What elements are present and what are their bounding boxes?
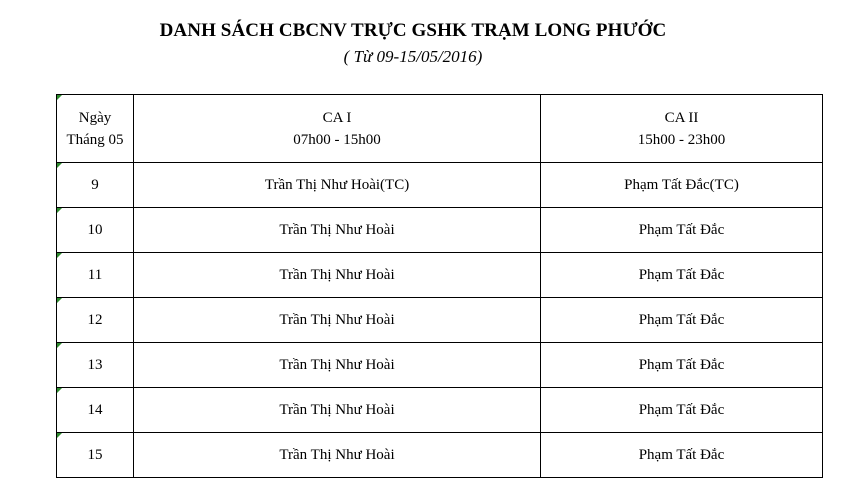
- shift2-time: 15h00 - 23h00: [637, 131, 726, 148]
- shift1-name: CA I: [322, 109, 352, 126]
- comment-marker-icon: [57, 253, 62, 258]
- day-cell[interactable]: [57, 208, 134, 253]
- shift2-staff-cell[interactable]: Phạm Tất Đắc: [541, 388, 823, 433]
- shift1-staff-cell[interactable]: Trần Thị Như Hoài: [134, 208, 541, 253]
- comment-marker-icon: [57, 343, 62, 348]
- comment-marker-icon: [57, 163, 62, 168]
- table-row: [57, 388, 823, 433]
- shift1-staff-cell[interactable]: Trần Thị Như Hoài: [134, 253, 541, 298]
- shift1-staff-cell[interactable]: Trần Thị Như Hoài: [134, 433, 541, 478]
- header-row: [57, 95, 823, 163]
- duty-roster-table: [56, 94, 823, 478]
- day-value: 15: [87, 446, 103, 463]
- day-cell[interactable]: [57, 388, 134, 433]
- day-value: 11: [87, 266, 103, 283]
- day-cell[interactable]: [57, 343, 134, 388]
- header-day-label: Ngày: [78, 109, 112, 126]
- comment-marker-icon: [57, 95, 62, 100]
- day-value: 9: [91, 176, 99, 193]
- shift2-staff-cell[interactable]: Phạm Tất Đắc: [541, 208, 823, 253]
- header-month-label: Tháng 05: [66, 131, 124, 148]
- table-row: [57, 253, 823, 298]
- shift1-staff-cell[interactable]: Trần Thị Như Hoài: [134, 343, 541, 388]
- day-cell[interactable]: [57, 433, 134, 478]
- header-shift1-cell[interactable]: [134, 95, 541, 163]
- comment-marker-icon: [57, 388, 62, 393]
- table-row: [57, 298, 823, 343]
- comment-marker-icon: [57, 298, 62, 303]
- table-row: [57, 208, 823, 253]
- day-value: 12: [87, 311, 103, 328]
- table-row: [57, 343, 823, 388]
- shift1-time: 07h00 - 15h00: [293, 131, 381, 148]
- document-title: DANH SÁCH CBCNV TRỰC GSHK TRẠM LONG PHƯỚC: [159, 20, 667, 41]
- table-row: [57, 163, 823, 208]
- document-subtitle: ( Từ 09-15/05/2016): [343, 47, 483, 66]
- shift1-staff-cell[interactable]: Trần Thị Như Hoài(TC): [134, 163, 541, 208]
- shift2-staff-cell[interactable]: Phạm Tất Đắc: [541, 343, 823, 388]
- shift1-staff-cell[interactable]: Trần Thị Như Hoài: [134, 388, 541, 433]
- day-cell[interactable]: [57, 163, 134, 208]
- day-value: 10: [87, 221, 103, 238]
- shift1-staff-cell[interactable]: Trần Thị Như Hoài: [134, 298, 541, 343]
- table-row: [57, 433, 823, 478]
- shift2-staff-cell[interactable]: Phạm Tất Đắc: [541, 253, 823, 298]
- day-cell[interactable]: [57, 298, 134, 343]
- comment-marker-icon: [57, 208, 62, 213]
- shift2-name: CA II: [664, 109, 699, 126]
- header-shift2-cell[interactable]: [541, 95, 823, 163]
- header-day-cell[interactable]: [57, 95, 134, 163]
- shift2-staff-cell[interactable]: Phạm Tất Đắc(TC): [541, 163, 823, 208]
- day-value: 13: [87, 356, 103, 373]
- comment-marker-icon: [57, 433, 62, 438]
- day-cell[interactable]: [57, 253, 134, 298]
- shift2-staff-cell[interactable]: Phạm Tất Đắc: [541, 298, 823, 343]
- shift2-staff-cell[interactable]: Phạm Tất Đắc: [541, 433, 823, 478]
- roster-body: [57, 95, 823, 478]
- day-value: 14: [87, 401, 103, 418]
